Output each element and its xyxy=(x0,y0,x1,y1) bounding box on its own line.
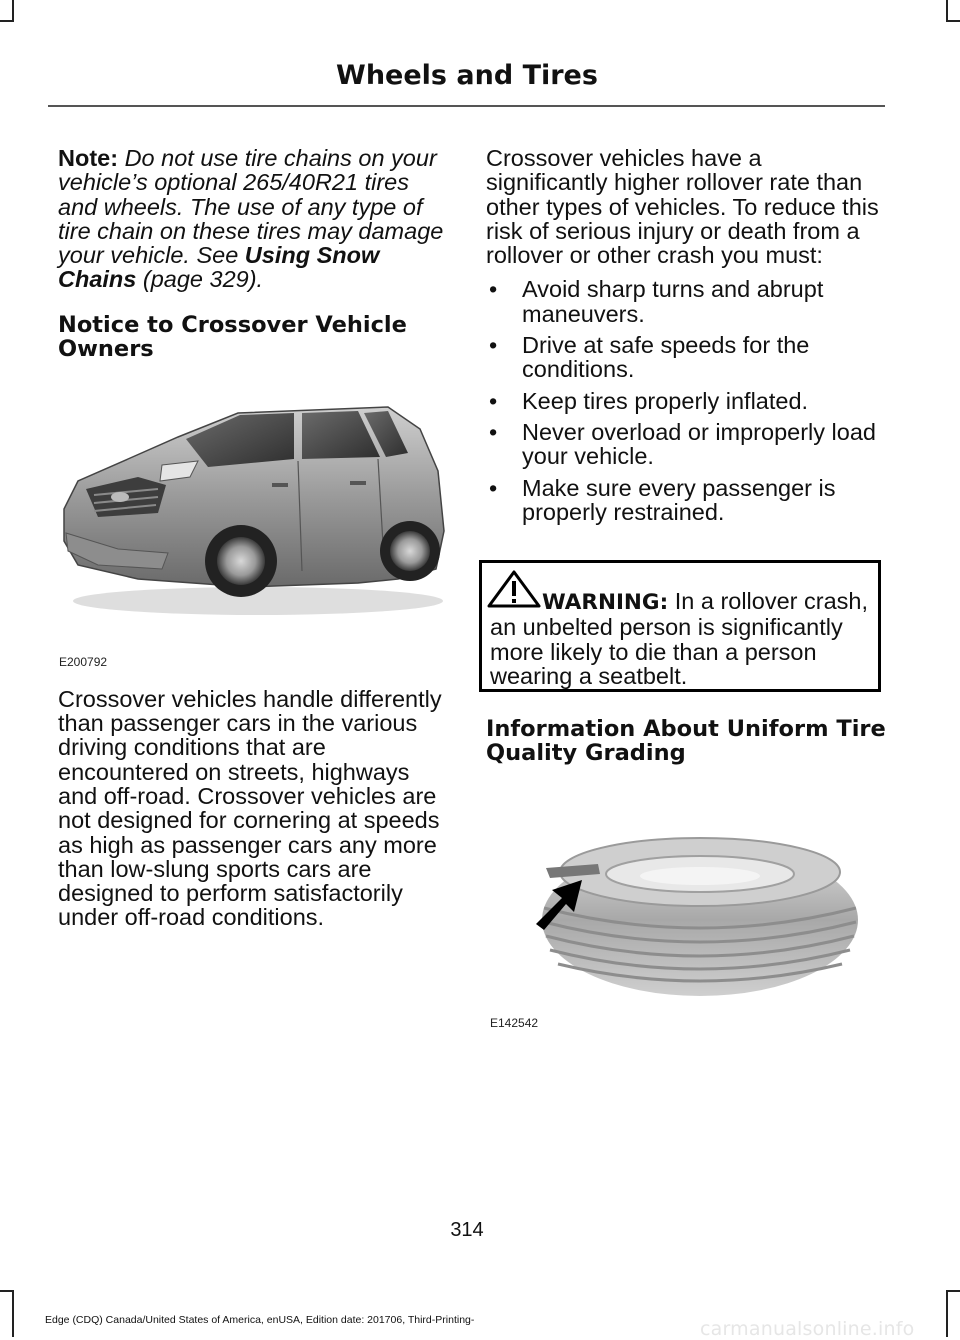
list-item: • Drive at safe speeds for the conditions. xyxy=(489,332,810,383)
list-item: • Never overload or improperly load your vehicle. xyxy=(489,418,876,470)
crop-mark xyxy=(0,1290,14,1292)
crop-mark xyxy=(946,20,960,22)
warning-body: In a rollover crash, an unbelted person is significantly more likely to die than a person wearing a seatbelt. xyxy=(490,588,869,689)
list-item: • Keep tires properly inflated. xyxy=(489,387,809,414)
list-item: • Avoid sharp turns and abrupt maneuvers. xyxy=(489,276,824,327)
snow-chains-link[interactable]: Using Snow Chains xyxy=(58,242,380,293)
bullet-icon: • xyxy=(489,418,498,445)
warning-text xyxy=(490,589,880,688)
crop-mark xyxy=(946,1290,948,1337)
crop-mark xyxy=(12,0,14,22)
crossover-paragraph: Crossover vehicles handle differently than passenger cars in the various driving conditions that are encountered on streets, highways and off-road. Crossover vehicles are not designed for cornering at speeds as high as passenger cars any more than low-slung sports cars are designed to perform satisfactorily under off-road conditions. xyxy=(58,685,442,931)
crop-mark xyxy=(0,20,14,22)
car-figure xyxy=(58,361,450,673)
note-page-ref: (page 329). xyxy=(136,266,264,293)
figure-caption: E200792 xyxy=(59,654,108,669)
tire-with-arrow-icon xyxy=(486,820,886,1020)
figure-caption: E142542 xyxy=(490,1016,539,1030)
intro-paragraph: Crossover vehicles have a significantly higher rollover rate than other types of vehicles. To reduce this risk of serious injury or death from a rollover or other crash you must: xyxy=(486,145,879,269)
warning-label: WARNING: xyxy=(542,590,669,615)
page-number: 314 xyxy=(450,1219,484,1241)
bullet-icon: • xyxy=(489,474,498,501)
note-text: Do not use tire chains on your vehicle’s optional 265/40R21 tires and wheels. The use of any type of tire chain on these tires may damage your vehicle. See xyxy=(58,145,444,269)
section-heading-utqg: Information About Uniform Tire Quality Grading xyxy=(486,716,886,766)
bullet-icon: • xyxy=(489,332,498,359)
note-label: Note: xyxy=(58,145,119,171)
header-divider xyxy=(48,105,885,107)
bullet-icon: • xyxy=(489,276,498,303)
crossover-vehicle-icon xyxy=(58,401,450,631)
list-item: • Make sure every passenger is properly restrained. xyxy=(489,474,836,525)
rollover-precautions-list xyxy=(486,277,886,524)
crop-mark xyxy=(946,1290,960,1292)
section-heading-crossover: Notice to Crossover Vehicle Owners xyxy=(58,311,407,362)
page-title: Wheels and Tires xyxy=(336,60,598,91)
warning-box xyxy=(479,560,881,692)
tire-figure xyxy=(486,820,886,1060)
crop-mark xyxy=(12,1290,14,1337)
left-column xyxy=(58,146,450,930)
watermark: carmanualsonline.info xyxy=(700,1318,915,1340)
crop-mark xyxy=(946,0,948,22)
bullet-icon: • xyxy=(489,387,498,414)
right-column xyxy=(486,146,886,524)
note-paragraph xyxy=(58,146,450,292)
edition-footer: Edge (CDQ) Canada/United States of America, enUSA, Edition date: 201706, Third-Printing- xyxy=(45,1314,475,1326)
